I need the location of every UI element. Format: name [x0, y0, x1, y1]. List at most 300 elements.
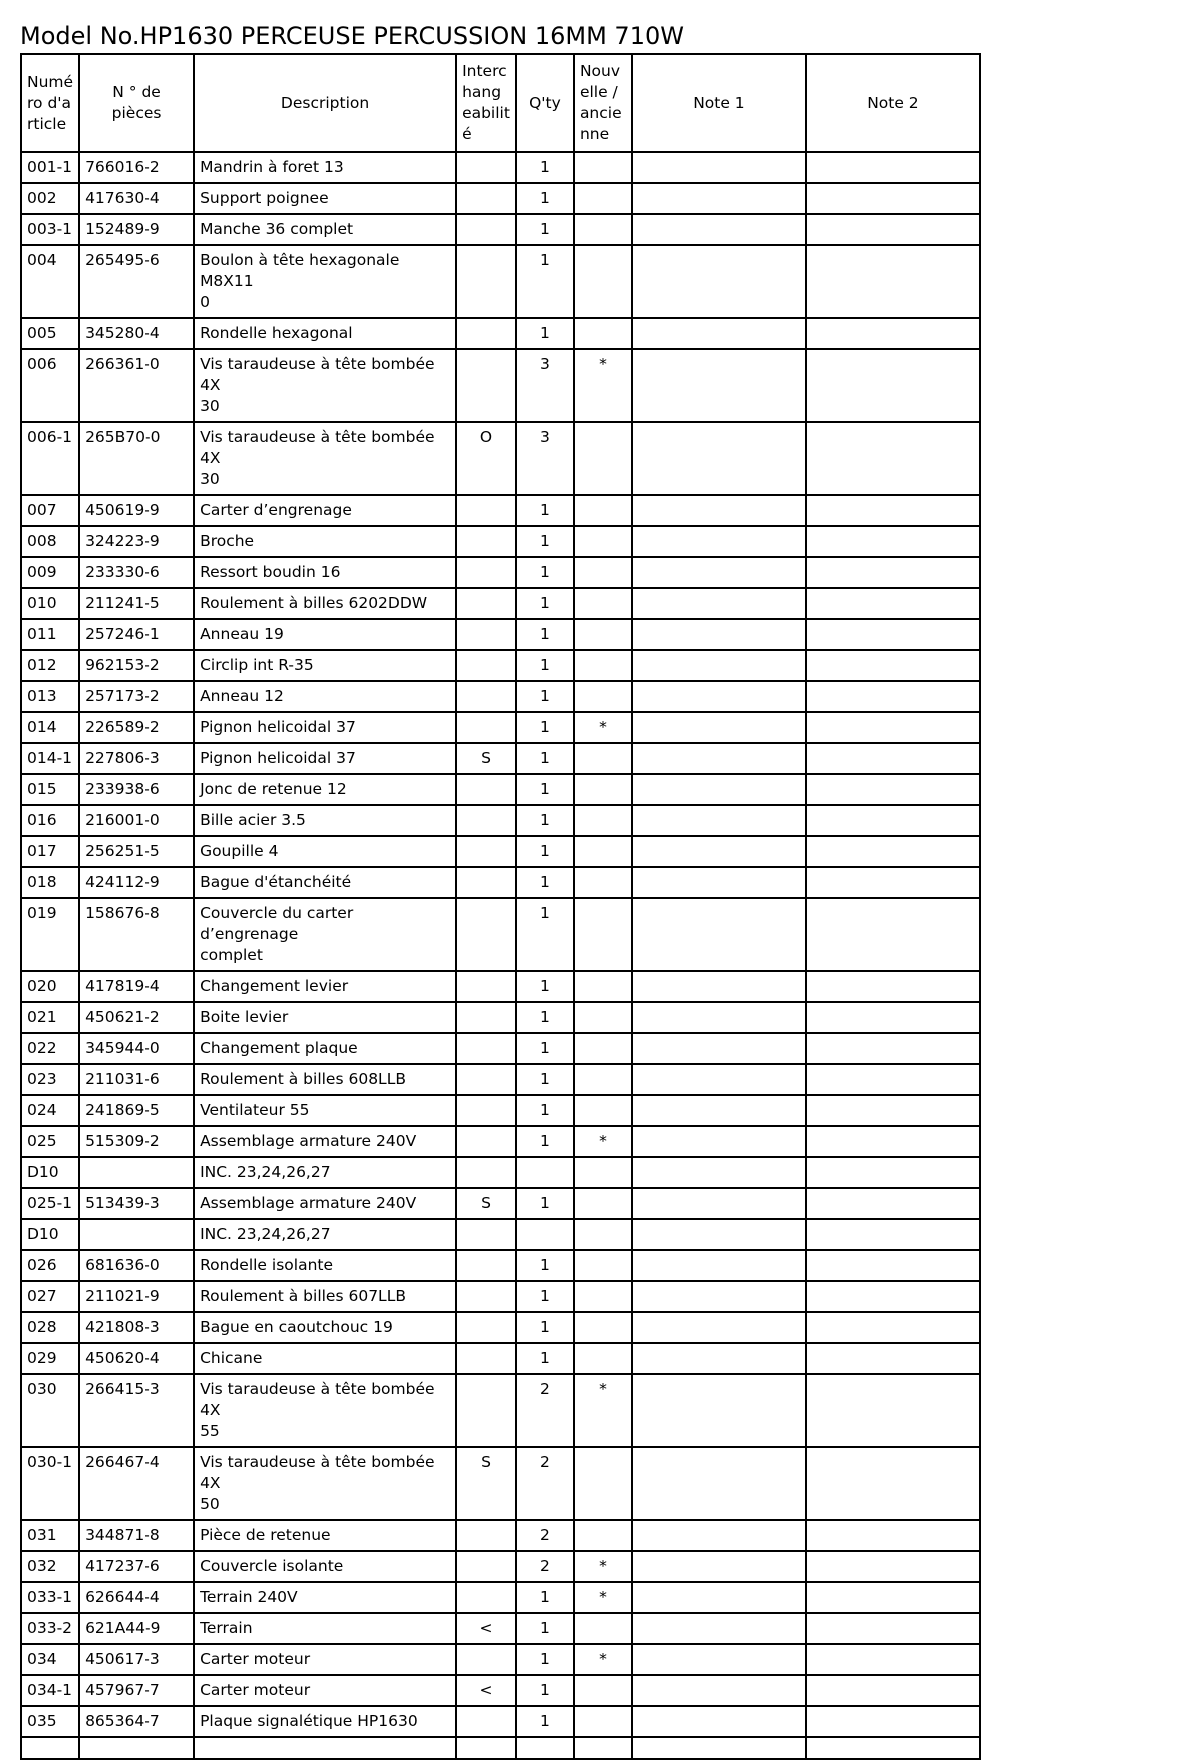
cell-description: Broche	[194, 526, 456, 557]
table-row	[21, 1281, 980, 1312]
cell-part-number: 226589-2	[79, 712, 194, 743]
cell-new-old	[574, 214, 632, 245]
empty-cell	[632, 1737, 806, 1759]
cell-interchangeability	[456, 1095, 516, 1126]
cell-item-number: 028	[21, 1312, 79, 1343]
cell-part-number: 216001-0	[79, 805, 194, 836]
cell-new-old	[574, 1064, 632, 1095]
cell-interchangeability	[456, 318, 516, 349]
cell-description: Support poignee	[194, 183, 456, 214]
cell-part-number: 450619-9	[79, 495, 194, 526]
cell-quantity: 1	[516, 1002, 574, 1033]
cell-note-1	[632, 526, 806, 557]
table-row	[21, 1095, 980, 1126]
cell-part-number: 962153-2	[79, 650, 194, 681]
cell-description: Ressort boudin 16	[194, 557, 456, 588]
cell-note-1	[632, 183, 806, 214]
cell-new-old	[574, 1002, 632, 1033]
cell-new-old	[574, 1520, 632, 1551]
cell-part-number: 211031-6	[79, 1064, 194, 1095]
cell-note-2	[806, 526, 980, 557]
cell-quantity: 1	[516, 557, 574, 588]
table-row	[21, 422, 980, 495]
cell-item-number: 020	[21, 971, 79, 1002]
cell-new-old	[574, 681, 632, 712]
cell-quantity: 1	[516, 1613, 574, 1644]
empty-cell	[456, 1737, 516, 1759]
table-row	[21, 1613, 980, 1644]
cell-item-number: D10	[21, 1157, 79, 1188]
cell-note-1	[632, 1374, 806, 1447]
cell-description: INC. 23,24,26,27	[194, 1157, 456, 1188]
cell-note-2	[806, 1002, 980, 1033]
table-row	[21, 650, 980, 681]
empty-cell	[516, 1737, 574, 1759]
table-row	[21, 1447, 980, 1520]
cell-quantity: 1	[516, 650, 574, 681]
cell-note-1	[632, 318, 806, 349]
cell-new-old	[574, 526, 632, 557]
cell-quantity: 1	[516, 898, 574, 971]
cell-note-1	[632, 1551, 806, 1582]
cell-new-old	[574, 1033, 632, 1064]
cell-description: Pignon helicoidal 37	[194, 743, 456, 774]
cell-note-2	[806, 681, 980, 712]
table-row	[21, 1343, 980, 1374]
cell-note-2	[806, 743, 980, 774]
cell-item-number: 016	[21, 805, 79, 836]
cell-quantity: 1	[516, 1582, 574, 1613]
cell-item-number: 035	[21, 1706, 79, 1737]
cell-item-number: 021	[21, 1002, 79, 1033]
cell-description: Assemblage armature 240V	[194, 1126, 456, 1157]
table-row	[21, 1551, 980, 1582]
cell-quantity: 3	[516, 349, 574, 422]
cell-note-1	[632, 349, 806, 422]
cell-note-1	[632, 1188, 806, 1219]
cell-note-1	[632, 588, 806, 619]
cell-interchangeability	[456, 1582, 516, 1613]
cell-new-old: *	[574, 349, 632, 422]
cell-note-1	[632, 650, 806, 681]
cell-new-old	[574, 1312, 632, 1343]
cell-description: Pièce de retenue	[194, 1520, 456, 1551]
cell-quantity: 1	[516, 1095, 574, 1126]
cell-item-number: 004	[21, 245, 79, 318]
cell-new-old	[574, 867, 632, 898]
table-row	[21, 1644, 980, 1675]
cell-interchangeability: <	[456, 1675, 516, 1706]
cell-new-old: *	[574, 1126, 632, 1157]
cell-quantity: 1	[516, 836, 574, 867]
cell-note-1	[632, 712, 806, 743]
cell-interchangeability	[456, 898, 516, 971]
cell-item-number: 018	[21, 867, 79, 898]
cell-description: Boite levier	[194, 1002, 456, 1033]
cell-interchangeability	[456, 971, 516, 1002]
page-title: Model No.HP1630 PERCEUSE PERCUSSION 16MM 710W	[20, 22, 684, 50]
cell-new-old	[574, 836, 632, 867]
cell-item-number: 025	[21, 1126, 79, 1157]
table-row	[21, 619, 980, 650]
cell-item-number: 024	[21, 1095, 79, 1126]
cell-part-number: 417237-6	[79, 1551, 194, 1582]
table-row	[21, 1312, 980, 1343]
cell-part-number: 257173-2	[79, 681, 194, 712]
cell-new-old	[574, 152, 632, 183]
cell-interchangeability	[456, 1706, 516, 1737]
cell-interchangeability	[456, 183, 516, 214]
cell-quantity: 1	[516, 619, 574, 650]
cell-interchangeability	[456, 1312, 516, 1343]
cell-note-1	[632, 1219, 806, 1250]
cell-description: Chicane	[194, 1343, 456, 1374]
cell-quantity: 1	[516, 526, 574, 557]
cell-note-2	[806, 1374, 980, 1447]
cell-note-2	[806, 971, 980, 1002]
cell-part-number: 152489-9	[79, 214, 194, 245]
cell-note-2	[806, 1613, 980, 1644]
cell-new-old	[574, 1447, 632, 1520]
table-row	[21, 1582, 980, 1613]
col-header-quantity: Q'ty	[516, 54, 574, 152]
cell-part-number: 621A44-9	[79, 1613, 194, 1644]
cell-part-number: 265495-6	[79, 245, 194, 318]
cell-description: Rondelle hexagonal	[194, 318, 456, 349]
cell-note-2	[806, 245, 980, 318]
cell-note-1	[632, 681, 806, 712]
cell-note-1	[632, 1644, 806, 1675]
cell-new-old	[574, 1613, 632, 1644]
cell-item-number: 023	[21, 1064, 79, 1095]
cell-quantity: 1	[516, 867, 574, 898]
cell-description: Changement levier	[194, 971, 456, 1002]
cell-new-old	[574, 495, 632, 526]
cell-note-2	[806, 1157, 980, 1188]
cell-note-2	[806, 805, 980, 836]
cell-interchangeability	[456, 495, 516, 526]
table-row	[21, 557, 980, 588]
table-row	[21, 836, 980, 867]
cell-interchangeability	[456, 1281, 516, 1312]
cell-quantity: 1	[516, 681, 574, 712]
cell-note-2	[806, 183, 980, 214]
cell-note-1	[632, 1250, 806, 1281]
cell-quantity: 1	[516, 1033, 574, 1064]
cell-note-2	[806, 1281, 980, 1312]
cell-note-2	[806, 1312, 980, 1343]
cell-description: Assemblage armature 240V	[194, 1188, 456, 1219]
cell-interchangeability	[456, 836, 516, 867]
cell-interchangeability: <	[456, 1613, 516, 1644]
cell-item-number: 006-1	[21, 422, 79, 495]
cell-new-old: *	[574, 1582, 632, 1613]
cell-new-old	[574, 743, 632, 774]
table-row	[21, 1188, 980, 1219]
cell-new-old	[574, 1675, 632, 1706]
cell-note-1	[632, 1157, 806, 1188]
cell-part-number: 266415-3	[79, 1374, 194, 1447]
table-row	[21, 1219, 980, 1250]
cell-note-2	[806, 898, 980, 971]
cell-item-number: 030	[21, 1374, 79, 1447]
cell-note-1	[632, 214, 806, 245]
cell-description: Roulement à billes 6202DDW	[194, 588, 456, 619]
cell-quantity: 2	[516, 1447, 574, 1520]
table-row	[21, 1706, 980, 1737]
cell-quantity: 1	[516, 743, 574, 774]
col-header-item-number: Numé ro d'a rticle	[21, 54, 79, 152]
table-row	[21, 526, 980, 557]
cell-item-number: 014-1	[21, 743, 79, 774]
table-row	[21, 867, 980, 898]
col-header-part-number: N ° de pièces	[79, 54, 194, 152]
cell-description: Circlip int R-35	[194, 650, 456, 681]
col-header-interchangeability: Interc hang eabilit é	[456, 54, 516, 152]
cell-new-old	[574, 898, 632, 971]
cell-note-2	[806, 318, 980, 349]
cell-item-number: 022	[21, 1033, 79, 1064]
cell-part-number: 417630-4	[79, 183, 194, 214]
cell-part-number: 266361-0	[79, 349, 194, 422]
cell-new-old	[574, 422, 632, 495]
cell-part-number	[79, 1219, 194, 1250]
table-row	[21, 712, 980, 743]
cell-new-old	[574, 588, 632, 619]
cell-part-number: 345280-4	[79, 318, 194, 349]
cell-description: Changement plaque	[194, 1033, 456, 1064]
cell-part-number: 211241-5	[79, 588, 194, 619]
cell-interchangeability	[456, 681, 516, 712]
cell-interchangeability	[456, 1551, 516, 1582]
cell-note-1	[632, 1675, 806, 1706]
cell-interchangeability	[456, 1250, 516, 1281]
cell-note-1	[632, 867, 806, 898]
table-row	[21, 743, 980, 774]
cell-description: Ventilateur 55	[194, 1095, 456, 1126]
cell-part-number: 681636-0	[79, 1250, 194, 1281]
cell-item-number: 003-1	[21, 214, 79, 245]
col-header-new-old: Nouv elle / ancie nne	[574, 54, 632, 152]
cell-part-number: 256251-5	[79, 836, 194, 867]
cell-interchangeability	[456, 805, 516, 836]
cell-note-1	[632, 1582, 806, 1613]
cell-note-2	[806, 1582, 980, 1613]
table-row	[21, 152, 980, 183]
cell-item-number: 034	[21, 1644, 79, 1675]
cell-quantity: 1	[516, 318, 574, 349]
cell-item-number: 031	[21, 1520, 79, 1551]
cell-note-1	[632, 619, 806, 650]
cell-note-2	[806, 836, 980, 867]
cell-interchangeability: O	[456, 422, 516, 495]
table-row	[21, 214, 980, 245]
cell-description: Couvercle du carter d’engrenage complet	[194, 898, 456, 971]
cell-item-number: 001-1	[21, 152, 79, 183]
cell-description: Carter moteur	[194, 1675, 456, 1706]
cell-item-number: 013	[21, 681, 79, 712]
cell-note-2	[806, 557, 980, 588]
cell-description: Manche 36 complet	[194, 214, 456, 245]
table-row	[21, 495, 980, 526]
cell-quantity: 1	[516, 1675, 574, 1706]
cell-quantity: 3	[516, 422, 574, 495]
cell-note-1	[632, 1002, 806, 1033]
cell-description: Roulement à billes 608LLB	[194, 1064, 456, 1095]
cell-note-2	[806, 1219, 980, 1250]
empty-cell	[79, 1737, 194, 1759]
table-header-row	[21, 54, 980, 152]
cell-description: Carter d’engrenage	[194, 495, 456, 526]
cell-note-2	[806, 619, 980, 650]
cell-item-number: 027	[21, 1281, 79, 1312]
cell-quantity: 1	[516, 1644, 574, 1675]
cell-new-old	[574, 1250, 632, 1281]
table-row-continuation	[21, 1737, 980, 1759]
cell-interchangeability	[456, 1157, 516, 1188]
cell-note-2	[806, 495, 980, 526]
cell-description: Bague en caoutchouc 19	[194, 1312, 456, 1343]
cell-description: Vis taraudeuse à tête bombée 4X 55	[194, 1374, 456, 1447]
cell-note-1	[632, 805, 806, 836]
cell-item-number: 006	[21, 349, 79, 422]
cell-new-old	[574, 245, 632, 318]
empty-cell	[574, 1737, 632, 1759]
cell-description: Goupille 4	[194, 836, 456, 867]
empty-cell	[21, 1737, 79, 1759]
cell-part-number	[79, 1157, 194, 1188]
cell-description: Vis taraudeuse à tête bombée 4X 30	[194, 349, 456, 422]
cell-part-number: 515309-2	[79, 1126, 194, 1157]
parts-table-body	[21, 152, 980, 1759]
cell-description: Bague d'étanchéité	[194, 867, 456, 898]
table-row	[21, 1126, 980, 1157]
table-row	[21, 1033, 980, 1064]
cell-note-2	[806, 214, 980, 245]
cell-note-2	[806, 1706, 980, 1737]
cell-item-number: 007	[21, 495, 79, 526]
cell-interchangeability	[456, 214, 516, 245]
cell-new-old	[574, 805, 632, 836]
table-row	[21, 349, 980, 422]
cell-note-1	[632, 1312, 806, 1343]
cell-item-number: 012	[21, 650, 79, 681]
cell-part-number: 424112-9	[79, 867, 194, 898]
table-row	[21, 588, 980, 619]
cell-interchangeability	[456, 1374, 516, 1447]
table-row	[21, 1250, 980, 1281]
cell-note-2	[806, 1126, 980, 1157]
empty-cell	[194, 1737, 456, 1759]
cell-part-number: 211021-9	[79, 1281, 194, 1312]
cell-note-1	[632, 971, 806, 1002]
table-row	[21, 1002, 980, 1033]
table-row	[21, 681, 980, 712]
cell-quantity: 1	[516, 1188, 574, 1219]
cell-note-1	[632, 743, 806, 774]
cell-description: INC. 23,24,26,27	[194, 1219, 456, 1250]
cell-interchangeability	[456, 650, 516, 681]
cell-interchangeability	[456, 557, 516, 588]
cell-item-number: 010	[21, 588, 79, 619]
cell-item-number: 025-1	[21, 1188, 79, 1219]
cell-description: Carter moteur	[194, 1644, 456, 1675]
cell-note-2	[806, 1343, 980, 1374]
cell-interchangeability	[456, 1219, 516, 1250]
cell-quantity: 1	[516, 774, 574, 805]
cell-item-number: 029	[21, 1343, 79, 1374]
cell-description: Vis taraudeuse à tête bombée 4X 50	[194, 1447, 456, 1520]
cell-interchangeability: S	[456, 743, 516, 774]
cell-interchangeability: S	[456, 1188, 516, 1219]
cell-description: Roulement à billes 607LLB	[194, 1281, 456, 1312]
cell-note-2	[806, 1447, 980, 1520]
cell-quantity: 1	[516, 1706, 574, 1737]
table-row	[21, 1157, 980, 1188]
cell-part-number: 457967-7	[79, 1675, 194, 1706]
table-row	[21, 1675, 980, 1706]
cell-item-number: D10	[21, 1219, 79, 1250]
cell-quantity: 2	[516, 1374, 574, 1447]
cell-description: Mandrin à foret 13	[194, 152, 456, 183]
cell-part-number: 421808-3	[79, 1312, 194, 1343]
cell-quantity: 1	[516, 214, 574, 245]
table-row	[21, 1374, 980, 1447]
cell-part-number: 324223-9	[79, 526, 194, 557]
cell-note-1	[632, 557, 806, 588]
cell-description: Terrain 240V	[194, 1582, 456, 1613]
cell-note-1	[632, 1281, 806, 1312]
cell-description: Rondelle isolante	[194, 1250, 456, 1281]
table-row	[21, 1064, 980, 1095]
cell-note-1	[632, 1095, 806, 1126]
cell-part-number: 417819-4	[79, 971, 194, 1002]
cell-note-2	[806, 650, 980, 681]
cell-new-old	[574, 1157, 632, 1188]
cell-new-old	[574, 183, 632, 214]
cell-quantity: 1	[516, 588, 574, 619]
cell-new-old	[574, 774, 632, 805]
cell-interchangeability: S	[456, 1447, 516, 1520]
cell-interchangeability	[456, 712, 516, 743]
cell-new-old	[574, 318, 632, 349]
cell-interchangeability	[456, 152, 516, 183]
cell-new-old	[574, 1281, 632, 1312]
cell-new-old	[574, 971, 632, 1002]
cell-new-old	[574, 1343, 632, 1374]
cell-note-2	[806, 1250, 980, 1281]
cell-part-number: 241869-5	[79, 1095, 194, 1126]
cell-part-number: 626644-4	[79, 1582, 194, 1613]
cell-note-2	[806, 1033, 980, 1064]
cell-description: Jonc de retenue 12	[194, 774, 456, 805]
parts-table	[20, 53, 981, 1760]
cell-item-number: 032	[21, 1551, 79, 1582]
table-row	[21, 805, 980, 836]
cell-new-old	[574, 619, 632, 650]
cell-note-1	[632, 1033, 806, 1064]
table-row	[21, 971, 980, 1002]
cell-description: Bille acier 3.5	[194, 805, 456, 836]
cell-note-2	[806, 349, 980, 422]
cell-interchangeability	[456, 619, 516, 650]
cell-part-number: 450621-2	[79, 1002, 194, 1033]
cell-new-old: *	[574, 712, 632, 743]
cell-description: Couvercle isolante	[194, 1551, 456, 1582]
cell-new-old	[574, 557, 632, 588]
cell-note-2	[806, 1095, 980, 1126]
col-header-description: Description	[194, 54, 456, 152]
